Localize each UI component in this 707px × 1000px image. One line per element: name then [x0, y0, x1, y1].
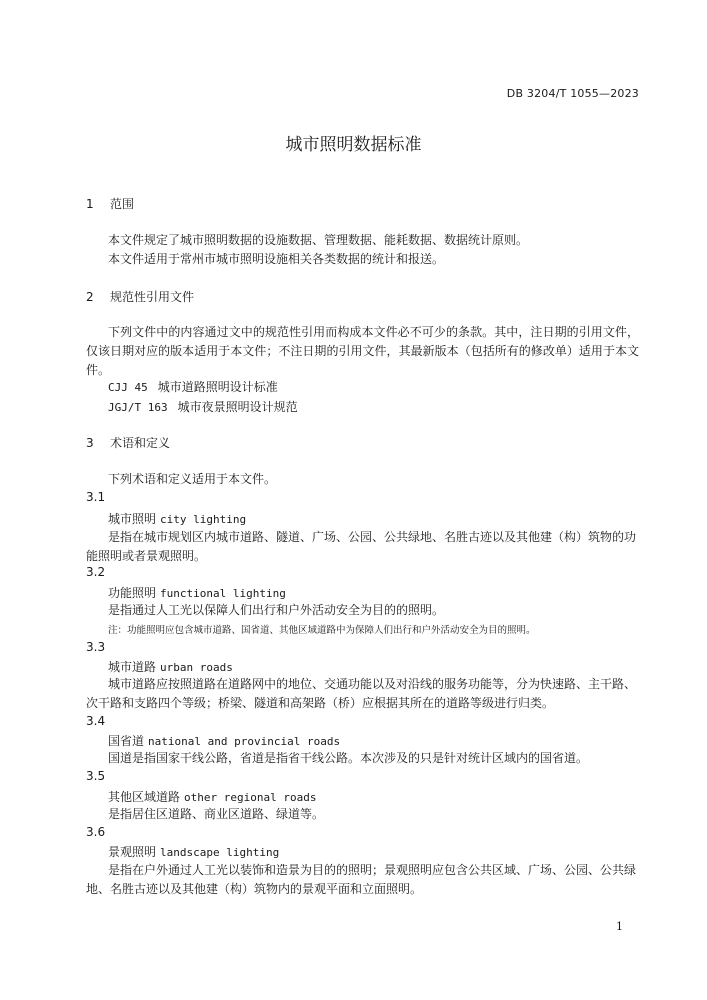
paragraph: 本文件适用于常州市城市照明设施相关各类数据的统计和报送。: [108, 252, 445, 266]
term-definition: 是指居住区道路、商业区道路、绿道等。: [108, 807, 325, 821]
term-number: 3.3: [86, 640, 106, 654]
section-title: 规范性引用文件: [110, 290, 195, 304]
term-heading: [108, 788, 316, 805]
section-heading-2: [86, 288, 194, 305]
term-number: 3.4: [86, 714, 106, 728]
doc-number: DB 3204/T 1055—2023: [506, 87, 639, 100]
term-definition: 国道是指国家干线公路，省道是指省干线公路。本次涉及的只是针对统计区域内的国省道。: [108, 751, 589, 765]
term-heading: [108, 510, 246, 527]
term-definition: 是指在户外通过人工光以装饰和造景为目的的照明；景观照明应包含公共区域、广场、公园、公共绿地、名胜古迹以及其他建（构）筑物内的景观平面和立面照明。: [86, 863, 637, 896]
term-number: 3.2: [86, 565, 106, 579]
term-zh: 景观照明: [108, 845, 157, 859]
reference-item: [108, 378, 278, 395]
term-en: city lighting: [160, 513, 247, 526]
paragraph: 本文件规定了城市照明数据的设施数据、管理数据、能耗数据、数据统计原则。: [108, 233, 529, 247]
term-en: urban roads: [160, 661, 233, 674]
reference-code: JGJ/T 163: [108, 401, 168, 414]
term-zh: 城市道路: [108, 660, 157, 674]
term-zh: 城市照明: [108, 512, 157, 526]
term-heading: [108, 732, 340, 749]
term-number: 3.6: [86, 825, 106, 839]
term-number: 3.1: [86, 490, 106, 504]
term-heading: [108, 658, 233, 675]
section-heading-1: [86, 195, 134, 212]
reference-item: [108, 398, 298, 415]
term-number: 3.5: [86, 769, 106, 783]
term-zh: 国省道: [108, 734, 145, 748]
term-zh: 功能照明: [108, 586, 157, 600]
page-title: 城市照明数据标准: [285, 135, 422, 155]
section-number: 2: [86, 290, 94, 304]
term-note: 注：功能照明应包含城市道路、国省道、其他区域道路中为保障人们出行和户外活动安全为目的照明。: [108, 625, 536, 636]
reference-code: CJJ 45: [108, 381, 148, 394]
section-title: 术语和定义: [110, 436, 171, 450]
paragraph: 下列术语和定义适用于本文件。: [108, 472, 277, 486]
term-en: national and provincial roads: [148, 735, 341, 748]
reference-name: 城市道路照明设计标准: [157, 380, 278, 394]
term-heading: [108, 584, 286, 601]
term-definition: 是指通过人工光以保障人们出行和户外活动安全为目的的照明。: [108, 603, 445, 617]
term-zh: 其他区域道路: [108, 790, 181, 804]
term-en: functional lighting: [160, 587, 286, 600]
term-en: landscape lighting: [160, 846, 280, 859]
term-definition: 是指在城市规划区内城市道路、隧道、广场、公园、公共绿地、名胜古迹以及其他建（构）筑物的功能照明或者景观照明。: [86, 530, 637, 563]
term-heading: [108, 843, 279, 860]
page-number: 1: [616, 920, 623, 933]
term-en: other regional roads: [184, 791, 317, 804]
section-heading-3: [86, 434, 170, 451]
reference-name: 城市夜景照明设计规范: [177, 400, 298, 414]
term-definition: 城市道路应按照道路在道路网中的地位、交通功能以及对沿线的服务功能等，分为快速路、主干路、次干路和支路四个等级；桥梁、隧道和高架路（桥）应根据其所在的道路等级进行归类。: [86, 677, 637, 710]
section-title: 范围: [110, 197, 135, 211]
paragraph: 下列文件中的内容通过文中的规范性引用而构成本文件必不可少的条款。其中，注日期的引用文件，仅该日期对应的版本适用于本文件；不注日期的引用文件，其最新版本（包括所有的修改单）适用于本文件。: [86, 325, 639, 377]
section-number: 1: [86, 197, 94, 211]
section-number: 3: [86, 436, 94, 450]
